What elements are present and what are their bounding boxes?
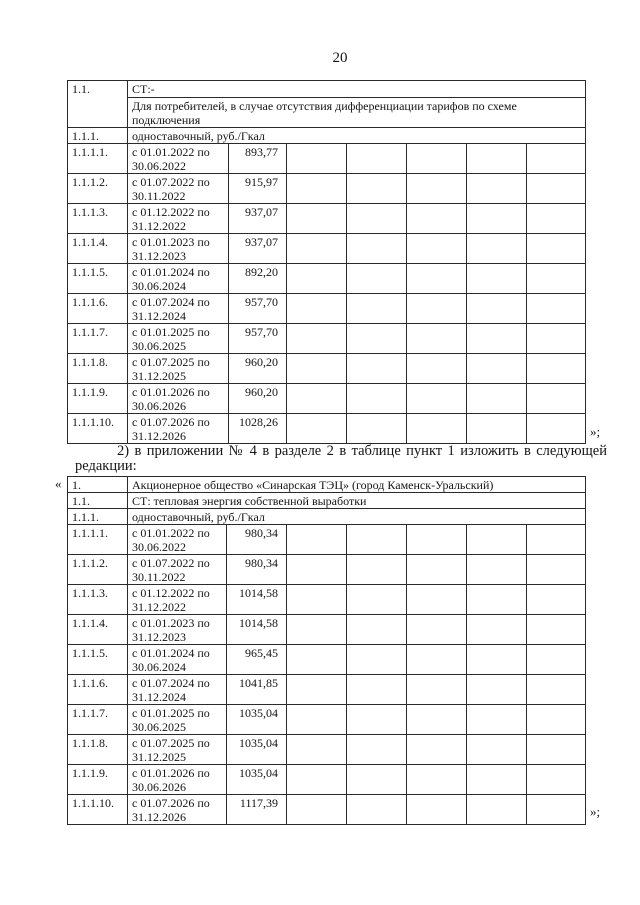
period-cell: с 01.01.2023 по 31.12.2023 (128, 615, 227, 645)
empty-cell (527, 585, 586, 615)
rate-type-label: одноставочный, руб./Гкал (128, 128, 586, 144)
empty-cell (527, 264, 586, 294)
empty-cell (527, 675, 586, 705)
empty-cell (527, 414, 586, 444)
empty-cell (527, 645, 586, 675)
empty-cell (407, 204, 467, 234)
table-row (68, 414, 586, 444)
empty-cell (347, 555, 407, 585)
empty-cell (467, 354, 527, 384)
empty-cell (527, 354, 586, 384)
tariff-value: 893,77 (229, 144, 287, 174)
consumer-group-label: Для потребителей, в случае отсутствия дифференциации тарифов по схеме подключения (128, 98, 586, 128)
table-row (68, 234, 586, 264)
period-cell: с 01.01.2022 по 30.06.2022 (128, 144, 229, 174)
empty-cell (347, 294, 407, 324)
tariff-table-1 (67, 80, 586, 444)
table-row (68, 174, 586, 204)
empty-cell (347, 795, 407, 825)
table-subheader-row (68, 128, 586, 144)
tariff-value: 960,20 (229, 354, 287, 384)
row-number: 1.1.1.3. (68, 585, 128, 615)
period-cell: с 01.01.2022 по 30.06.2022 (128, 525, 227, 555)
empty-cell (467, 645, 527, 675)
empty-cell (347, 705, 407, 735)
period-cell: с 01.07.2024 по 31.12.2024 (128, 675, 227, 705)
period-cell: с 01.01.2024 по 30.06.2024 (128, 264, 229, 294)
row-number: 1.1.1.6. (68, 294, 128, 324)
period-cell: с 01.07.2025 по 31.12.2025 (128, 354, 229, 384)
empty-cell (467, 174, 527, 204)
empty-cell (287, 174, 347, 204)
row-number: 1.1.1.4. (68, 615, 128, 645)
empty-cell (467, 705, 527, 735)
page-number: 20 (332, 50, 348, 66)
table-row (68, 765, 586, 795)
table-header-row (68, 493, 586, 509)
empty-cell (407, 765, 467, 795)
period-cell: с 01.01.2024 по 30.06.2024 (128, 645, 227, 675)
row-number: 1.1.1.2. (68, 174, 128, 204)
empty-cell (527, 324, 586, 354)
closing-quote: »; (590, 424, 601, 439)
empty-cell (467, 324, 527, 354)
empty-cell (347, 264, 407, 294)
table-header-row (68, 81, 586, 98)
empty-cell (467, 384, 527, 414)
empty-cell (287, 294, 347, 324)
row-number: 1.1.1.10. (68, 795, 128, 825)
empty-cell (407, 174, 467, 204)
tariff-value: 1035,04 (227, 705, 287, 735)
period-cell: с 01.07.2026 по 31.12.2026 (128, 795, 227, 825)
empty-cell (467, 615, 527, 645)
table-row (68, 795, 586, 825)
period-cell: с 01.12.2022 по 31.12.2022 (128, 585, 227, 615)
row-number: 1.1.1.5. (68, 645, 128, 675)
table-row (68, 615, 586, 645)
empty-cell (287, 414, 347, 444)
empty-cell (287, 384, 347, 414)
period-cell: с 01.01.2026 по 30.06.2026 (128, 384, 229, 414)
empty-cell (407, 795, 467, 825)
table-row (68, 735, 586, 765)
empty-cell (467, 264, 527, 294)
row-number: 1.1.1.9. (68, 765, 128, 795)
table-row (68, 294, 586, 324)
empty-cell (347, 204, 407, 234)
row-number: 1.1.1.1. (68, 525, 128, 555)
empty-cell (527, 735, 586, 765)
period-cell: с 01.01.2026 по 30.06.2026 (128, 765, 227, 795)
empty-cell (467, 675, 527, 705)
empty-cell (467, 234, 527, 264)
table-row (68, 555, 586, 585)
empty-cell (407, 555, 467, 585)
empty-cell (527, 294, 586, 324)
tariff-value: 957,70 (229, 324, 287, 354)
closing-quote: »; (590, 804, 601, 819)
period-cell: с 01.07.2022 по 30.11.2022 (128, 555, 227, 585)
tariff-value: 960,20 (229, 384, 287, 414)
tariff-table-2 (67, 476, 586, 825)
tariff-value: 1014,58 (227, 585, 287, 615)
table-row (68, 675, 586, 705)
empty-cell (407, 264, 467, 294)
row-number: 1.1.1.5. (68, 264, 128, 294)
tariff-value: 957,70 (229, 294, 287, 324)
tariff-value: 937,07 (229, 204, 287, 234)
empty-cell (287, 324, 347, 354)
period-cell: с 01.01.2025 по 30.06.2025 (128, 324, 229, 354)
row-number: 1.1.1.8. (68, 735, 128, 765)
tariff-value: 1041,85 (227, 675, 287, 705)
empty-cell (287, 234, 347, 264)
empty-cell (527, 615, 586, 645)
row-number: 1.1.1.7. (68, 324, 128, 354)
tariff-value: 1035,04 (227, 765, 287, 795)
empty-cell (347, 384, 407, 414)
empty-cell (407, 705, 467, 735)
empty-cell (347, 354, 407, 384)
row-number: 1.1.1.9. (68, 384, 128, 414)
row-number: 1.1.1.4. (68, 234, 128, 264)
empty-cell (467, 765, 527, 795)
amendment-paragraph: 2) в приложении № 4 в разделе 2 в таблице пункт 1 изложить в следующей редакции: (75, 443, 607, 474)
empty-cell (527, 795, 586, 825)
table-row (68, 204, 586, 234)
tariff-value: 965,45 (227, 645, 287, 675)
empty-cell (467, 144, 527, 174)
period-cell: с 01.01.2025 по 30.06.2025 (128, 705, 227, 735)
empty-cell (407, 384, 467, 414)
tariff-value: 1035,04 (227, 735, 287, 765)
empty-cell (407, 354, 467, 384)
row-number: 1.1. (68, 81, 128, 128)
empty-cell (467, 204, 527, 234)
empty-cell (287, 735, 347, 765)
empty-cell (287, 615, 347, 645)
tariff-value: 980,34 (227, 525, 287, 555)
empty-cell (287, 555, 347, 585)
tariff-value: 1028,26 (229, 414, 287, 444)
empty-cell (287, 765, 347, 795)
empty-cell (467, 294, 527, 324)
table-row (68, 324, 586, 354)
table-row (68, 384, 586, 414)
period-cell: с 01.12.2022 по 31.12.2022 (128, 204, 229, 234)
empty-cell (407, 735, 467, 765)
empty-cell (407, 675, 467, 705)
empty-cell (467, 414, 527, 444)
period-cell: с 01.01.2023 по 31.12.2023 (128, 234, 229, 264)
row-number: 1.1.1.7. (68, 705, 128, 735)
period-cell: с 01.07.2025 по 31.12.2025 (128, 735, 227, 765)
empty-cell (407, 144, 467, 174)
period-cell: с 01.07.2026 по 31.12.2026 (128, 414, 229, 444)
table-header-row (68, 98, 586, 128)
empty-cell (527, 525, 586, 555)
table-row (68, 645, 586, 675)
empty-cell (407, 585, 467, 615)
tariff-value: 937,07 (229, 234, 287, 264)
empty-cell (407, 324, 467, 354)
empty-cell (347, 144, 407, 174)
empty-cell (287, 204, 347, 234)
empty-cell (407, 525, 467, 555)
period-cell: с 01.07.2022 по 30.11.2022 (128, 174, 229, 204)
tariff-type-label: СТ: тепловая энергия собственной выработки (128, 493, 586, 509)
empty-cell (467, 555, 527, 585)
empty-cell (527, 384, 586, 414)
period-cell: с 01.07.2024 по 31.12.2024 (128, 294, 229, 324)
empty-cell (527, 234, 586, 264)
empty-cell (287, 795, 347, 825)
table-row (68, 585, 586, 615)
empty-cell (467, 735, 527, 765)
rate-type-label: одноставочный, руб./Гкал (128, 509, 586, 525)
row-number: 1.1.1.10. (68, 414, 128, 444)
table-org-row (68, 477, 586, 493)
row-number: 1. (68, 477, 128, 493)
empty-cell (467, 525, 527, 555)
table-row (68, 354, 586, 384)
tariff-value: 915,97 (229, 174, 287, 204)
empty-cell (347, 675, 407, 705)
empty-cell (467, 585, 527, 615)
tariff-value: 892,20 (229, 264, 287, 294)
row-number: 1.1. (68, 493, 128, 509)
tariff-type-label: СТ:- (128, 81, 586, 98)
empty-cell (347, 174, 407, 204)
opening-quote: « (55, 476, 62, 491)
empty-cell (287, 645, 347, 675)
empty-cell (527, 174, 586, 204)
empty-cell (467, 795, 527, 825)
table-subheader-row (68, 509, 586, 525)
empty-cell (407, 645, 467, 675)
empty-cell (347, 525, 407, 555)
table-row (68, 705, 586, 735)
empty-cell (407, 615, 467, 645)
empty-cell (347, 585, 407, 615)
empty-cell (527, 144, 586, 174)
row-number: 1.1.1.8. (68, 354, 128, 384)
empty-cell (287, 354, 347, 384)
empty-cell (347, 765, 407, 795)
empty-cell (527, 555, 586, 585)
empty-cell (407, 234, 467, 264)
row-number: 1.1.1.3. (68, 204, 128, 234)
row-number: 1.1.1.2. (68, 555, 128, 585)
empty-cell (347, 615, 407, 645)
table-row (68, 525, 586, 555)
empty-cell (527, 204, 586, 234)
empty-cell (347, 735, 407, 765)
empty-cell (287, 264, 347, 294)
row-number: 1.1.1. (68, 128, 128, 144)
empty-cell (527, 765, 586, 795)
empty-cell (287, 525, 347, 555)
empty-cell (287, 675, 347, 705)
row-number: 1.1.1.1. (68, 144, 128, 174)
empty-cell (347, 234, 407, 264)
empty-cell (287, 144, 347, 174)
tariff-value: 1117,39 (227, 795, 287, 825)
row-number: 1.1.1.6. (68, 675, 128, 705)
tariff-value: 980,34 (227, 555, 287, 585)
tariff-value: 1014,58 (227, 615, 287, 645)
empty-cell (287, 585, 347, 615)
table-row (68, 144, 586, 174)
organization-name: Акционерное общество «Синарская ТЭЦ» (город Каменск-Уральский) (128, 477, 586, 493)
row-number: 1.1.1. (68, 509, 128, 525)
table-row (68, 264, 586, 294)
empty-cell (347, 414, 407, 444)
empty-cell (347, 645, 407, 675)
empty-cell (287, 705, 347, 735)
empty-cell (407, 414, 467, 444)
empty-cell (527, 705, 586, 735)
empty-cell (347, 324, 407, 354)
empty-cell (407, 294, 467, 324)
